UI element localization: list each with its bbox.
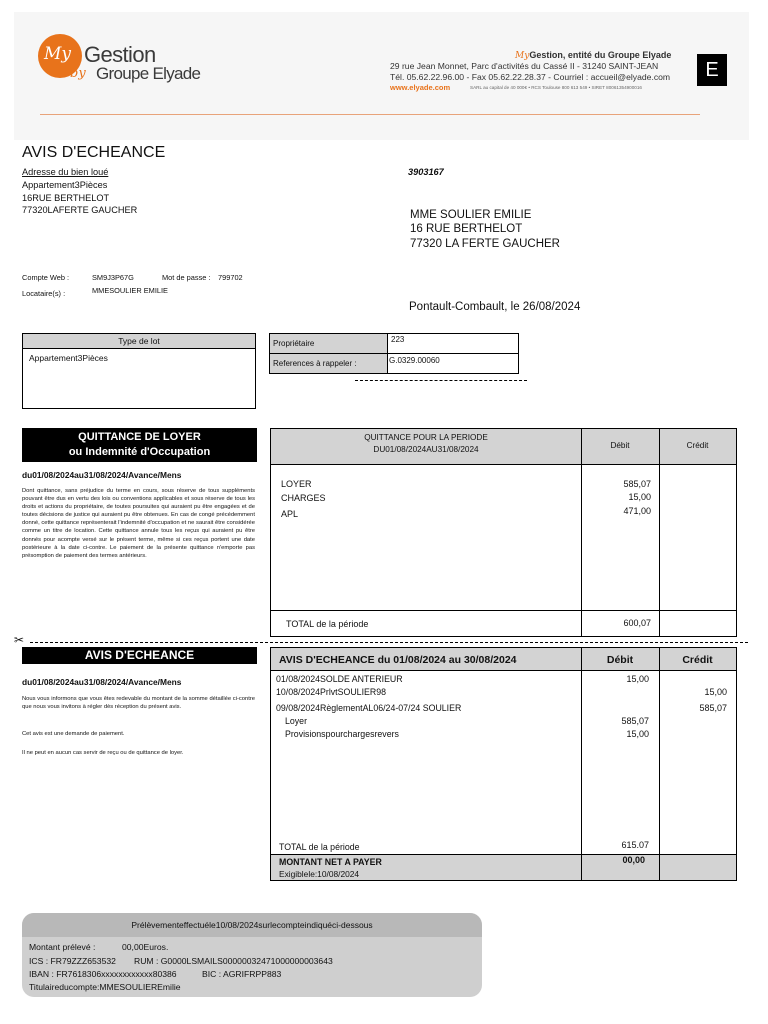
owner-label: Propriétaire <box>273 339 315 348</box>
logo-by: by <box>70 66 86 81</box>
quittance-total-label: TOTAL de la période <box>286 619 369 629</box>
avis-col-divider-2 <box>659 648 660 880</box>
tenant-label: Locataire(s) : <box>22 289 66 298</box>
quittance-row-debit: 15,00 <box>628 492 651 502</box>
avis-row-label: Provisionspourchargesrevers <box>285 729 399 739</box>
brand-badge: E <box>697 54 727 86</box>
quittance-col-debit: Débit <box>610 441 630 450</box>
avis-text-1: Nous vous informons que vous êtes redevable du montant de la somme détaillée ci-contre que nous vous invitons à régler dès réception du présent avis. <box>22 696 255 711</box>
org-address: 29 rue Jean Monnet, Parc d'activités du Cassé II - 31240 SAINT-JEAN <box>390 61 659 71</box>
avis-row-label: 01/08/2024SOLDE ANTERIEUR <box>276 674 403 684</box>
quittance-row-label: CHARGES <box>281 493 326 503</box>
quittance-row-label: LOYER <box>281 479 312 489</box>
web-account-label: Compte Web : <box>22 273 70 282</box>
quittance-table-title-1: QUITTANCE POUR LA PERIODE <box>364 433 488 442</box>
lot-value: Appartement3Pièces <box>29 353 108 363</box>
avis-row-credit: 15,00 <box>704 687 727 697</box>
place-date: Pontault-Combault, le 26/08/2024 <box>409 301 581 313</box>
avis-col-debit: Débit <box>606 654 634 666</box>
scissors-icon: ✂ <box>14 633 25 647</box>
quittance-bar-line1: QUITTANCE DE LOYER <box>78 431 201 443</box>
avis-text-3: Il ne peut en aucun cas servir de reçu ou de quittance de loyer. <box>22 750 184 756</box>
avis-table <box>270 647 737 881</box>
property-line1: Appartement3Pièces <box>22 180 108 190</box>
avis-row-debit: 585,07 <box>621 716 649 726</box>
quittance-row-debit: 585,07 <box>623 479 651 489</box>
avis-total-label: TOTAL de la période <box>279 842 360 852</box>
lot-header: Type de lot <box>23 334 255 349</box>
avis-row-debit: 15,00 <box>626 729 649 739</box>
org-name-rest: Gestion, entité du Groupe Elyade <box>529 50 672 60</box>
recipient-city: 77320 LA FERTE GAUCHER <box>410 238 560 250</box>
payment-iban: IBAN : FR7618306xxxxxxxxxxxx80386 <box>29 969 177 979</box>
quittance-col-credit: Crédit <box>686 441 709 450</box>
quittance-table-title <box>271 432 581 456</box>
logo-groupe: Groupe Elyade <box>96 64 201 83</box>
quittance-legal-text: Dont quittance, sans préjudice du terme en cours, sous réserve de tous suppléments pouvant être dus en vertu des lois ou conventions applicables et sous réserve de tous les droits et actions du propriétaire, de toutes poursuites qui auraient pu être engagées et de toutes décisions de justice qui auraient pu être obtenues. En cas de congé précédemment donné, cette quittance représenterait l'indemnité d'occupation et ne saurait être considérée comme un titre de location. Cette quittance annule tous les reçus qui auraient pu être donnés pour acompte versé sur le présent terme, même si ces reçus portent une date postérieure à la date ci-contre. Le paiement de la présente quittance n'emporte pas présomption de paiement des termes antérieurs. <box>22 488 255 559</box>
recipient-street: 16 RUE BERTHELOT <box>410 223 523 235</box>
tenant-value: MMESOULIER EMILIE <box>92 286 168 295</box>
address-label: Adresse du bien loué <box>22 167 109 177</box>
logo-my: My <box>44 44 72 64</box>
org-brand: My <box>515 51 530 61</box>
recipient-name: MME SOULIER EMILIE <box>410 209 532 221</box>
dashed-separator <box>355 380 527 381</box>
reference-number: 3903167 <box>408 167 444 177</box>
org-legal: SARL au capital de 40 000€ • RCS Toulouse 800 613 549 • SIRET 80061354900016 <box>470 85 642 90</box>
avis-row-label: 10/08/2024PrlvtSOULIER98 <box>276 687 387 697</box>
avis-header-divider <box>271 670 736 671</box>
avis-net-divider <box>271 854 736 855</box>
quittance-header-divider <box>271 464 736 465</box>
quittance-bar <box>22 428 257 462</box>
quittance-table <box>270 428 737 637</box>
org-website[interactable]: www.elyade.com <box>390 83 451 92</box>
password-value: 799702 <box>218 273 243 282</box>
net-amount-label: MONTANT NET A PAYER <box>279 857 382 867</box>
web-account-value: SM9J3P67G <box>92 273 134 282</box>
avis-row-debit: 15,00 <box>626 674 649 684</box>
quittance-period: du01/08/2024au31/08/2024/Avance/Mens <box>22 470 182 480</box>
property-line3: 77320LAFERTE GAUCHER <box>22 205 138 215</box>
quittance-row-label: APL <box>281 509 299 519</box>
avis-period: du01/08/2024au31/08/2024/Avance/Mens <box>22 677 182 687</box>
payment-amount-label: Montant prélevé : <box>29 942 96 952</box>
payment-amount-value: 00,00Euros. <box>122 942 169 952</box>
header-divider <box>40 114 700 115</box>
cut-line <box>30 642 748 643</box>
quittance-col-divider-2 <box>659 429 660 636</box>
references-box <box>269 333 519 374</box>
due-date: Exigiblele:10/08/2024 <box>279 869 360 879</box>
net-amount-value: 00,00 <box>622 855 645 865</box>
org-contact: Tél. 05.62.22.96.00 - Fax 05.62.22.28.37 - Courriel : accueil@elyade.com <box>390 72 671 82</box>
ref-label: References à rappeler : <box>273 359 357 368</box>
avis-text-2: Cet avis est une demande de paiement. <box>22 731 125 737</box>
avis-net-col-2 <box>659 854 660 880</box>
property-line2: 16RUE BERTHELOT <box>22 193 110 203</box>
ref-value: G.0329.00060 <box>389 356 440 365</box>
avis-row-label: Loyer <box>285 716 308 726</box>
owner-value: 223 <box>391 335 405 344</box>
org-name <box>515 50 671 61</box>
page-title: AVIS D'ECHEANCE <box>22 144 166 161</box>
payment-holder: Titulaireducompte:MMESOULIEREmilie <box>29 982 181 992</box>
quittance-total-debit: 600,07 <box>623 618 651 628</box>
avis-row-label: 09/08/2024RèglementAL06/24-07/24 SOULIER <box>276 703 462 713</box>
avis-col-credit: Crédit <box>682 654 713 666</box>
logo-gestion: Gestion <box>84 42 156 67</box>
password-label: Mot de passe : <box>162 273 211 282</box>
quittance-table-title-2: DU01/08/2024AU31/08/2024 <box>373 445 479 454</box>
references-row-divider <box>270 353 518 354</box>
payment-rum: RUM : G0000LSMAILS00000032471000000003643 <box>134 956 333 966</box>
quittance-row-debit: 471,00 <box>623 506 651 516</box>
payment-box <box>22 913 482 997</box>
payment-bic: BIC : AGRIFRPP883 <box>202 969 282 979</box>
payment-header: Prélèvementeffectuéle10/08/2024surlecompteindiquéci-dessous <box>22 913 482 937</box>
quittance-total-divider <box>271 610 736 611</box>
quittance-col-divider-1 <box>581 429 582 636</box>
avis-table-title: AVIS D'ECHEANCE du 01/08/2024 au 30/08/2024 <box>279 654 517 666</box>
quittance-bar-line2: ou Indemnité d'Occupation <box>68 446 211 458</box>
lot-box <box>22 333 256 409</box>
avis-row-credit: 585,07 <box>699 703 727 713</box>
avis-total-debit: 615.07 <box>621 840 649 850</box>
avis-bar: AVIS D'ECHEANCE <box>22 647 257 664</box>
payment-ics: ICS : FR79ZZZ653532 <box>29 956 116 966</box>
